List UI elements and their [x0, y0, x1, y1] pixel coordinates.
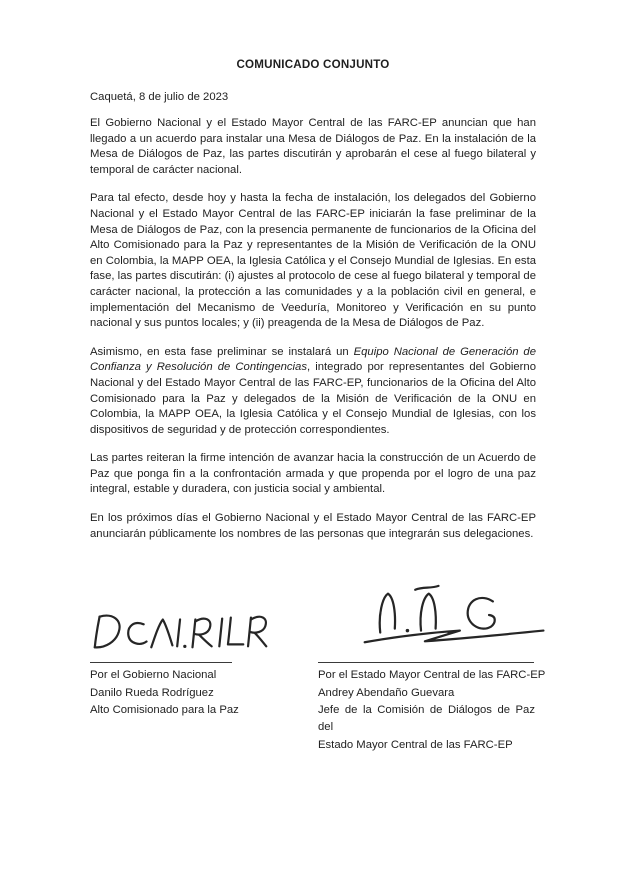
handwritten-signature-icon — [90, 606, 272, 656]
signature-government-image — [90, 578, 318, 662]
signatory-block-government — [90, 578, 318, 754]
signatory-role-line: Por el Estado Mayor Central de las FARC-EP — [318, 669, 546, 682]
handwritten-signature-icon — [358, 582, 554, 650]
signatory-title-line-2: Estado Mayor Central de las FARC-EP — [318, 738, 513, 751]
signatory-role-line: Por el Gobierno Nacional — [90, 669, 217, 682]
signatory-title: Alto Comisionado para la Paz — [90, 704, 239, 717]
paragraph-4: Las partes reiteran la firme intención de avanzar hacia la construcción de un Acuerdo de Paz que ponga fin a la confrontación armada y que propenda por el logro de una paz integral, estable y duradera, con justicia social y ambiental. — [90, 452, 536, 496]
signature-farc-image — [318, 578, 554, 662]
signatory-title-line-1: Jefe de la Comisión de Diálogos de Paz del — [318, 704, 535, 734]
document-content — [90, 58, 546, 754]
signatory-name: Danilo Rueda Rodríguez — [90, 686, 214, 699]
paragraph-3-after: , integrado por representantes del Gobierno Nacional y del Estado Mayor Central de las FARC-EP, funcionarios de la Oficina del Alto Comisionado para la Paz y delegados de la Misión de Verificación de la ONU en Colombia, la MAPP OEA, la Iglesia Católica y el Consejo Mundial de Iglesias, con los dispositivos de seguridad y de protección correspondientes. — [90, 361, 536, 436]
paragraph-1: El Gobierno Nacional y el Estado Mayor Central de las FARC-EP anuncian que han llegado a un acuerdo para instalar una Mesa de Diálogos de Paz. En la instalación de la Mesa de Diálogos de Paz, las partes discutirán y aprobarán el cese al fuego bilateral y temporal de carácter nacional. — [90, 117, 536, 176]
dateline: Caquetá, 8 de julio de 2023 — [90, 91, 229, 103]
paragraph-5: En los próximos días el Gobierno Nacional y el Estado Mayor Central de las FARC-EP anunciarán públicamente los nombres de las personas que integrarán sus delegaciones. — [90, 512, 536, 540]
signatory-name: Andrey Abendaño Guevara — [318, 686, 455, 699]
signature-section — [90, 578, 546, 754]
document-title: COMUNICADO CONJUNTO — [236, 58, 390, 71]
paragraph-3-italic-phrase: Equipo Nacional de Generación de Confianza y Resolución de Contingencias — [90, 345, 536, 374]
paragraph-3 — [90, 345, 536, 439]
paragraph-2: Para tal efecto, desde hoy y hasta la fecha de instalación, los delegados del Gobierno Nacional y el Estado Mayor Central de las FARC-EP iniciarán la fase preliminar de la Mesa de Diálogos de Paz, con la presencia permanente de funcionarios de la Oficina del Alto Comisionado para la Paz y representantes de la Misión de Verificación de la ONU en Colombia, la MAPP OEA, la Iglesia Católica y el Consejo Mundial de Iglesias. En esta fase, las partes discutirán: (i) ajustes al protocolo de cese al fuego bilateral y temporal de carácter nacional, la protección a las comunidades y a la población civil en general, e implementación del Mecanismo de Veeduría, Monitoreo y Verificación en su punto nacional y sus puntos locales; y (ii) preagenda de la Mesa de Diálogos de Paz. — [90, 192, 536, 330]
signature-line — [318, 662, 534, 663]
signature-line — [90, 662, 232, 663]
paragraph-3-before: Asimismo, en esta fase preliminar se instalará un — [90, 345, 354, 358]
signatory-block-farc — [318, 578, 554, 754]
